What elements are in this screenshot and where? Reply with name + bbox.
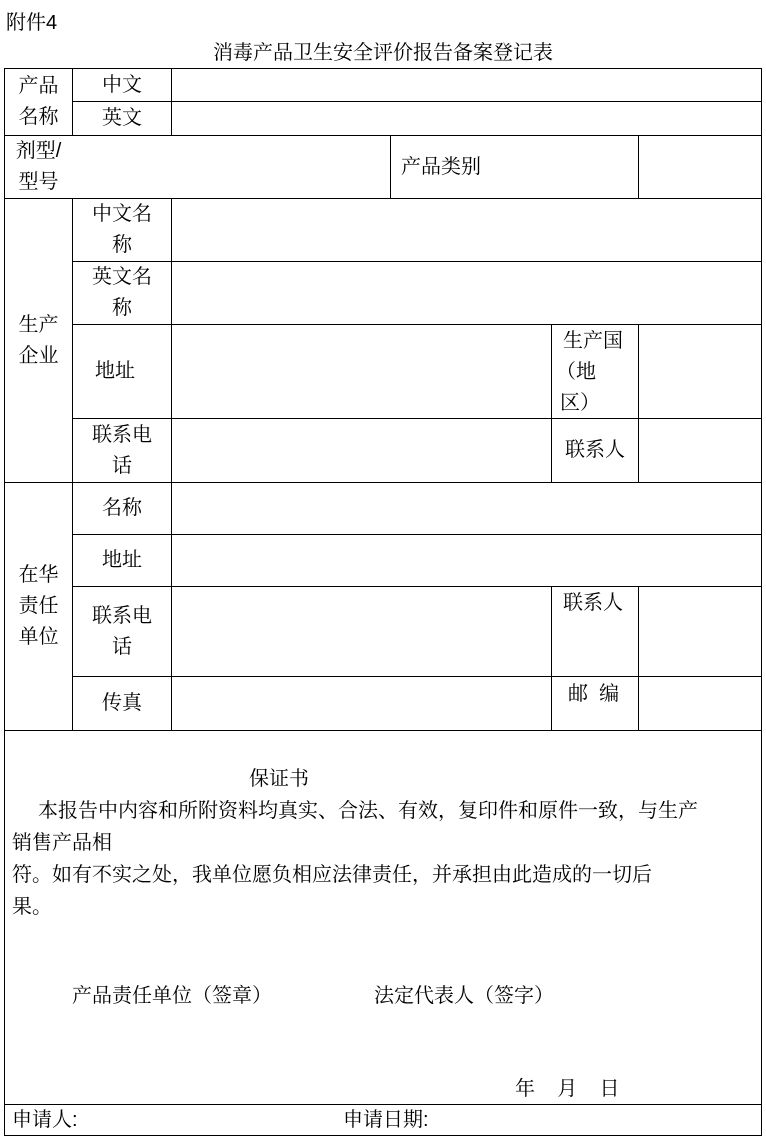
guarantee-text-line-2: 销售产品相 bbox=[12, 832, 112, 854]
product-name-label: 产品 名称 bbox=[18, 75, 59, 128]
china-unit-fax-label: 传真 bbox=[102, 692, 142, 714]
annex-label: 附件4 bbox=[6, 12, 58, 34]
china-unit-phone-field[interactable] bbox=[172, 587, 551, 676]
product-name-english-field[interactable] bbox=[172, 102, 761, 135]
manufacturer-chinese-name-label: 中文名 称 bbox=[92, 203, 152, 256]
product-category-label: 产品类别 bbox=[401, 155, 481, 178]
manufacturer-contact-label: 联系人 bbox=[565, 439, 625, 461]
china-unit-contact-label: 联系人 bbox=[563, 592, 623, 614]
dosage-form-label: 剂型/ 型号 bbox=[15, 140, 62, 193]
guarantee-text-line-1: 本报告中内容和所附资料均真实、合法、有效，复印件和原件一致，与生产 bbox=[38, 800, 698, 822]
manufacturer-address-label: 地址 bbox=[95, 360, 135, 382]
china-unit-phone-label: 联系电 话 bbox=[92, 604, 152, 658]
guarantee-title: 保证书 bbox=[249, 768, 309, 790]
form-title: 消毒产品卫生安全评价报告备案登记表 bbox=[213, 42, 553, 64]
china-unit-contact-field[interactable] bbox=[639, 587, 761, 676]
china-unit-address-label: 地址 bbox=[102, 549, 142, 571]
china-unit-label: 在华 责任 单位 bbox=[18, 564, 59, 648]
applicant-label: 申请人: bbox=[12, 1109, 78, 1131]
manufacturer-contact-field[interactable] bbox=[639, 419, 761, 482]
china-unit-address-field[interactable] bbox=[172, 535, 761, 586]
production-country-field[interactable] bbox=[639, 325, 761, 418]
applicant-field[interactable] bbox=[86, 1106, 336, 1134]
china-unit-fax-field[interactable] bbox=[172, 677, 551, 730]
china-unit-name-label: 名称 bbox=[102, 497, 142, 519]
signature-representative-label: 法定代表人（签字） bbox=[374, 985, 554, 1007]
china-unit-postcode-field[interactable] bbox=[639, 677, 761, 730]
guarantee-text-line-3: 符。如有不实之处，我单位愿负相应法律责任，并承担由此造成的一切后 bbox=[12, 864, 652, 886]
china-unit-postcode-label: 邮 编 bbox=[568, 683, 620, 705]
signature-unit-label: 产品责任单位（签章） bbox=[72, 985, 272, 1007]
manufacturer-phone-field[interactable] bbox=[172, 419, 551, 482]
manufacturer-phone-label: 联系电 话 bbox=[92, 423, 152, 477]
guarantee-text-line-4: 果。 bbox=[12, 896, 52, 918]
manufacturer-english-name-field[interactable] bbox=[172, 262, 761, 324]
product-category-field[interactable] bbox=[639, 136, 761, 198]
signature-date-label: 年 月 日 bbox=[515, 1078, 620, 1100]
manufacturer-chinese-name-field[interactable] bbox=[172, 199, 761, 261]
manufacturer-address-field[interactable] bbox=[172, 325, 551, 418]
product-name-english-label: 英文 bbox=[102, 107, 142, 129]
manufacturer-label: 生产 企业 bbox=[18, 313, 59, 367]
manufacturer-english-name-label: 英文名 称 bbox=[92, 266, 152, 319]
apply-date-label: 申请日期: bbox=[343, 1109, 429, 1131]
apply-date-field[interactable] bbox=[438, 1106, 758, 1134]
product-name-chinese-field[interactable] bbox=[172, 69, 761, 101]
production-country-label: 生产国 （地 区） bbox=[556, 330, 623, 414]
product-name-chinese-label: 中文 bbox=[102, 73, 142, 96]
dosage-form-field[interactable] bbox=[73, 136, 390, 198]
china-unit-name-field[interactable] bbox=[172, 483, 761, 534]
